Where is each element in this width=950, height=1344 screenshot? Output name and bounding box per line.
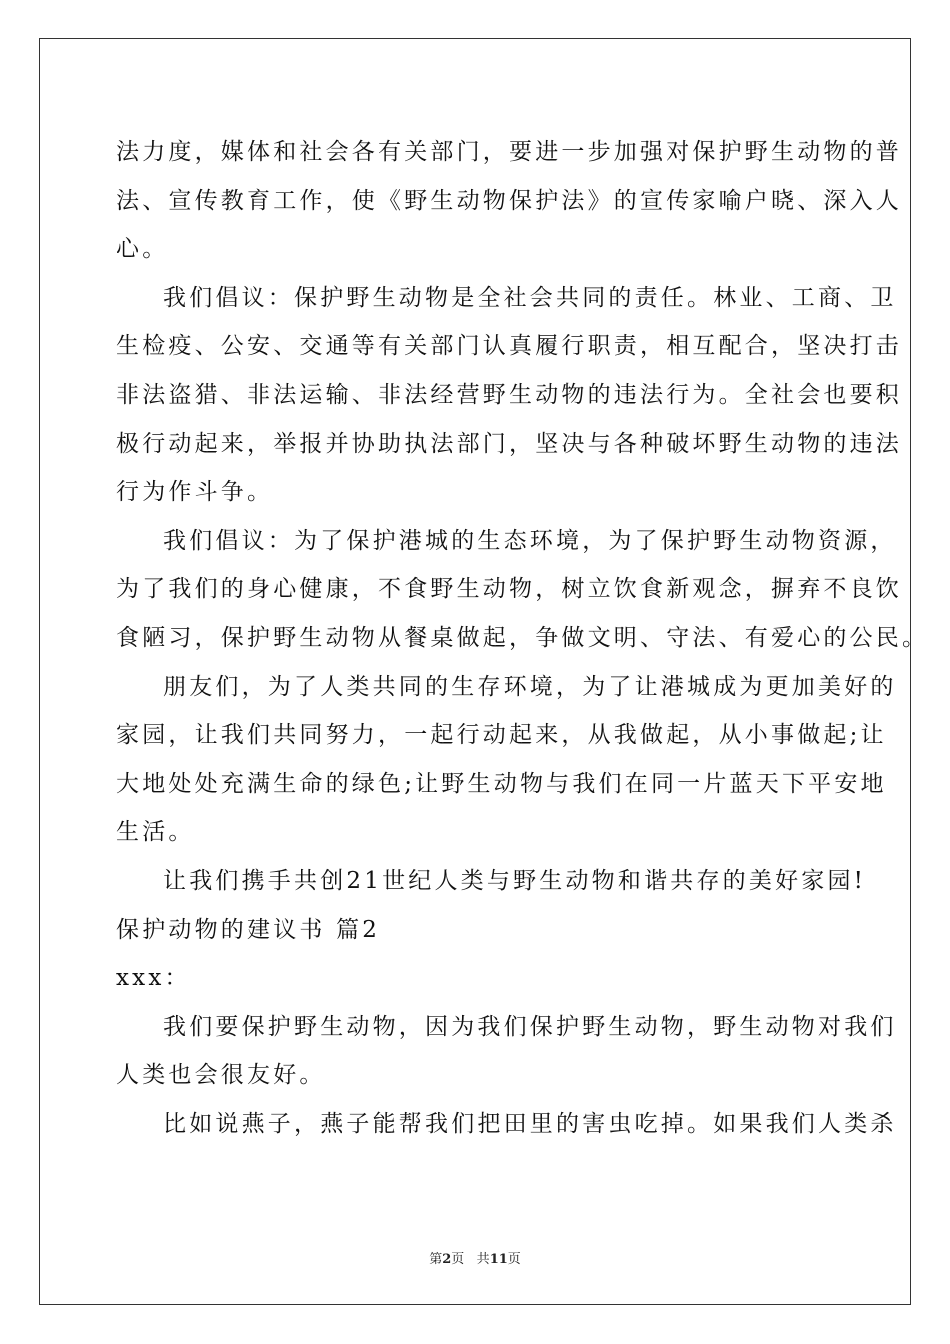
- paragraph-line: 极行动起来，举报并协助执法部门，坚决与各种破坏野生动物的违法: [116, 430, 902, 457]
- total-suffix: 页: [507, 1252, 521, 1267]
- paragraph-line: 保护动物的建议书 篇2: [116, 916, 381, 943]
- document-body: [116, 128, 929, 1148]
- page-footer: [0, 1248, 950, 1267]
- paragraph-line: 生检疫、公安、交通等有关部门认真履行职责，相互配合，坚决打击: [116, 333, 902, 360]
- total-prefix: 共: [476, 1252, 490, 1267]
- paragraph-line: 人类也会很友好。: [116, 1062, 326, 1089]
- paragraph-line: 心。: [116, 236, 169, 263]
- paragraph-line: xxx：: [116, 965, 191, 992]
- paragraph-line: 食陋习，保护野生动物从餐桌做起，争做文明、守法、有爱心的公民。: [116, 624, 929, 651]
- paragraph-line: 家园，让我们共同努力，一起行动起来，从我做起，从小事做起;让: [116, 722, 887, 749]
- paragraph-line: 让我们携手共创21世纪人类与野生动物和谐共存的美好家园!: [163, 867, 867, 894]
- paragraph-line: 为了我们的身心健康，不食野生动物，树立饮食新观念，摒弃不良饮: [116, 576, 902, 603]
- page-prefix: 第: [429, 1252, 443, 1267]
- paragraph-line: 比如说燕子，燕子能帮我们把田里的害虫吃掉。如果我们人类杀: [163, 1110, 897, 1137]
- paragraph-line: 朋友们，为了人类共同的生存环境，为了让港城成为更加美好的: [163, 673, 897, 700]
- paragraph-line: 我们倡议：保护野生动物是全社会共同的责任。林业、工商、卫: [163, 284, 897, 311]
- paragraph-line: 非法盗猎、非法运输、非法经营野生动物的违法行为。全社会也要积: [116, 381, 902, 408]
- paragraph-line: 行为作斗争。: [116, 479, 274, 506]
- page-suffix: 页: [451, 1252, 465, 1267]
- paragraph-line: 我们倡议：为了保护港城的生态环境，为了保护野生动物资源，: [163, 527, 897, 554]
- page-number: 2: [442, 1252, 452, 1267]
- paragraph-line: 大地处处充满生命的绿色;让野生动物与我们在同一片蓝天下平安地: [116, 770, 887, 797]
- total-pages: 11: [489, 1252, 508, 1267]
- paragraph-line: 法力度，媒体和社会各有关部门，要进一步加强对保护野生动物的普: [116, 139, 902, 165]
- paragraph-line: 我们要保护野生动物，因为我们保护野生动物，野生动物对我们: [163, 1013, 897, 1040]
- paragraph-line: 法、宣传教育工作，使《野生动物保护法》的宣传家喻户晓、深入人: [116, 187, 902, 214]
- paragraph-line: 生活。: [116, 819, 195, 846]
